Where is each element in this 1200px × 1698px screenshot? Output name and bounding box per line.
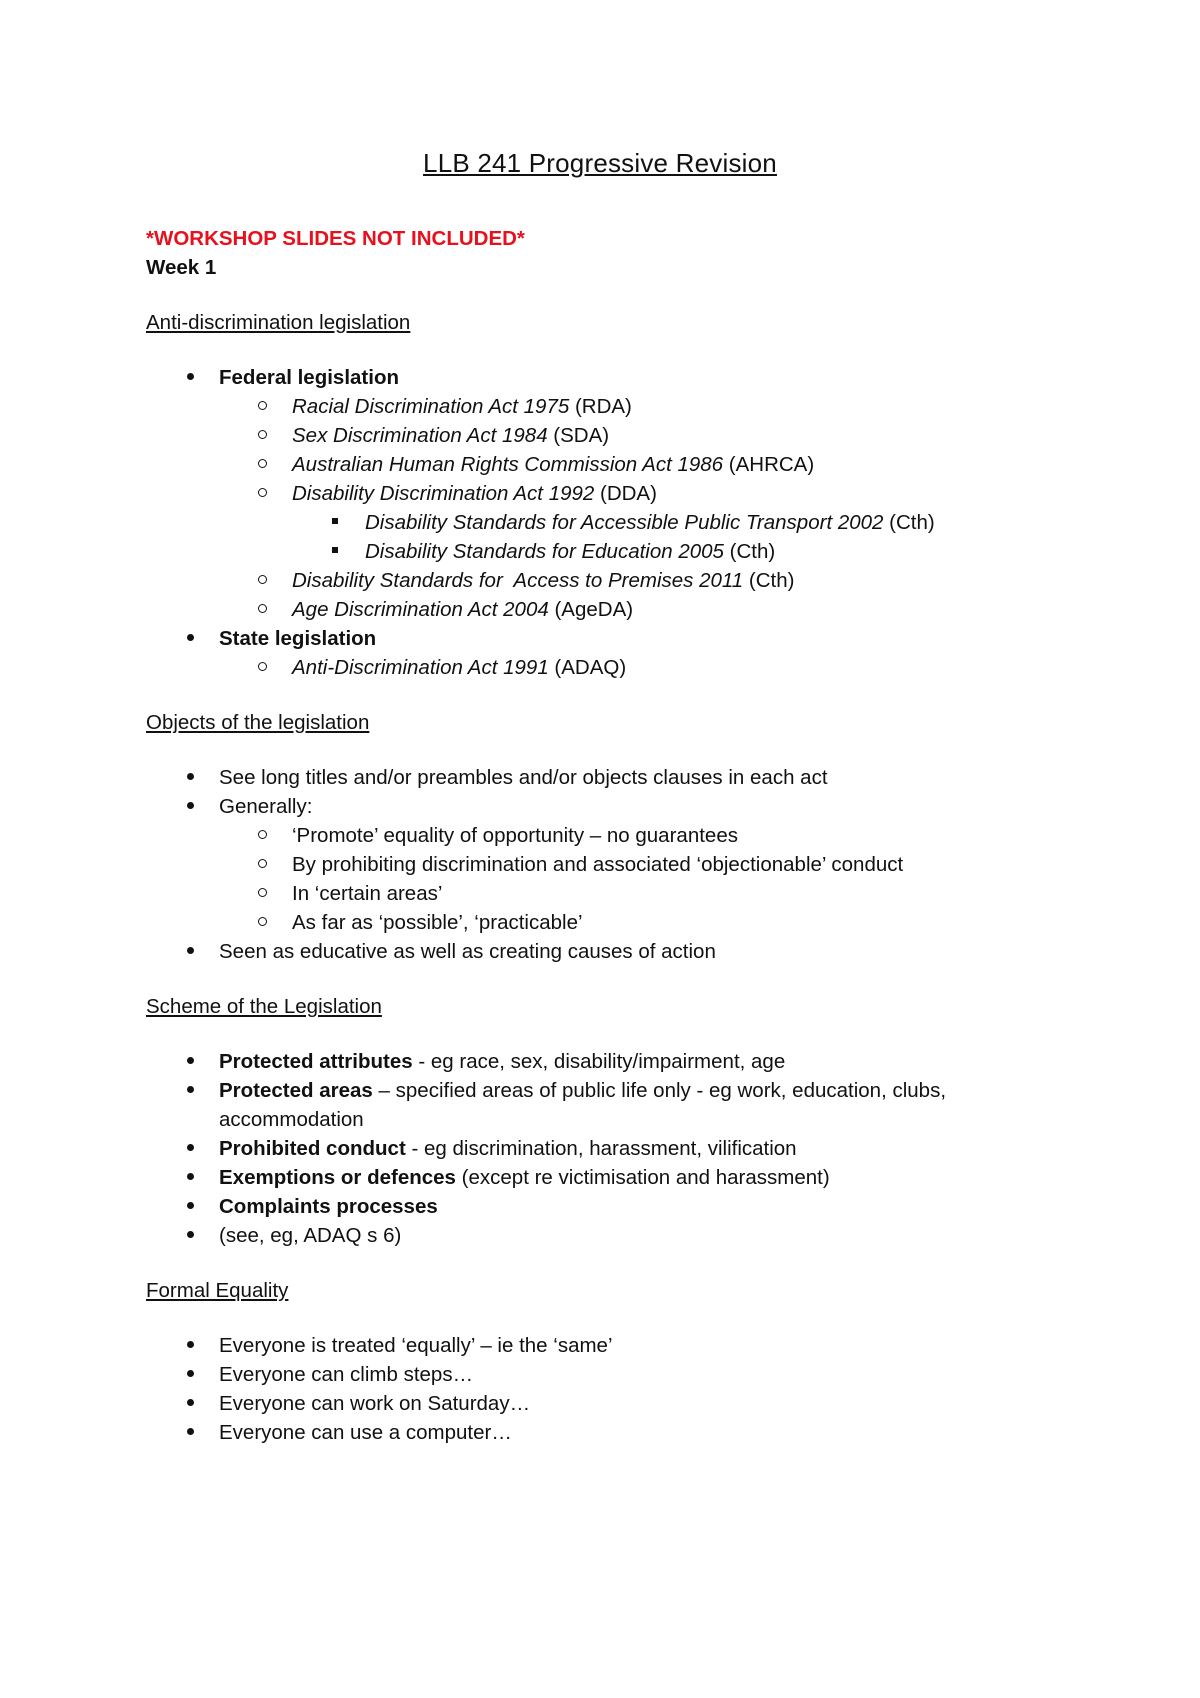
state-legislation-label: State legislation	[219, 627, 377, 650]
document-body	[146, 224, 1066, 1447]
list-item-text: ‘Promote’ equality of opportunity – no guarantees	[292, 824, 738, 847]
section-heading-scheme: Scheme of the Legislation	[146, 995, 382, 1018]
list-item	[146, 1134, 1066, 1163]
list-item	[146, 1076, 1066, 1134]
list-item	[146, 363, 1066, 392]
list-item-text: Everyone is treated ‘equally’ – ie the ‘same’	[219, 1334, 613, 1357]
scheme-description: (see, eg, ADAQ s 6)	[219, 1224, 402, 1247]
act-abbrev: (AHRCA)	[723, 453, 815, 476]
bullet-icon	[182, 1389, 198, 1418]
act-title: Disability Standards for Access to Premises 2011	[292, 569, 744, 592]
section-heading-formal-equality: Formal Equality	[146, 1279, 289, 1302]
circle-bullet-icon	[254, 850, 270, 879]
bullet-icon	[182, 792, 198, 821]
bullet-icon	[182, 1076, 198, 1105]
act-title: Age Discrimination Act 2004	[292, 598, 549, 621]
scheme-term: Prohibited conduct	[219, 1137, 406, 1160]
bullet-icon	[182, 1418, 198, 1447]
federal-legislation-label: Federal legislation	[219, 366, 399, 389]
act-abbrev: (AgeDA)	[548, 598, 634, 621]
bullet-icon	[182, 937, 198, 966]
bullet-icon	[182, 1192, 198, 1221]
list-item	[146, 421, 1066, 450]
scheme-term: Protected attributes	[219, 1050, 413, 1073]
act-abbrev: (SDA)	[547, 424, 610, 447]
list-item-text: In ‘certain areas’	[292, 882, 443, 905]
act-title: Anti-Discrimination Act 1991	[292, 656, 549, 679]
bullet-icon	[182, 1134, 198, 1163]
bullet-icon	[182, 363, 198, 392]
act-title: Australian Human Rights Commission Act 1986	[292, 453, 724, 476]
circle-bullet-icon	[254, 595, 270, 624]
list-item	[146, 850, 1066, 879]
list-item	[146, 653, 1066, 682]
bullet-icon	[182, 1163, 198, 1192]
act-title: Disability Discrimination Act 1992	[292, 482, 595, 505]
standard-jurisdiction: (Cth)	[723, 540, 776, 563]
list-item-text: Everyone can use a computer…	[219, 1421, 512, 1444]
list-item	[146, 508, 1066, 537]
list-item-text: By prohibiting discrimination and associated ‘objectionable’ conduct	[292, 853, 904, 876]
circle-bullet-icon	[254, 392, 270, 421]
scheme-description: - eg discrimination, harassment, vilification	[405, 1137, 797, 1160]
list-item	[146, 1163, 1066, 1192]
list-item	[146, 537, 1066, 566]
bullet-icon	[182, 624, 198, 653]
act-title: Racial Discrimination Act 1975	[292, 395, 570, 418]
list-item-text: As far as ‘possible’, ‘practicable’	[292, 911, 583, 934]
scheme-term: Complaints processes	[219, 1195, 438, 1218]
list-item	[146, 1221, 1066, 1250]
list-item-text: Everyone can climb steps…	[219, 1363, 474, 1386]
square-bullet-icon	[327, 508, 343, 537]
circle-bullet-icon	[254, 421, 270, 450]
act-abbrev: (RDA)	[569, 395, 632, 418]
circle-bullet-icon	[254, 908, 270, 937]
list-item	[146, 792, 1066, 821]
document-title: LLB 241 Progressive Revision	[423, 148, 777, 178]
list-item	[146, 1192, 1066, 1221]
list-item	[146, 450, 1066, 479]
scheme-description: (except re victimisation and harassment)	[455, 1166, 830, 1189]
circle-bullet-icon	[254, 566, 270, 595]
list-item-text: Generally:	[219, 795, 313, 818]
list-item	[146, 479, 1066, 508]
scheme-description: – specified areas of public life only - eg work, education, clubs, accommodation	[219, 1079, 947, 1131]
list-item	[146, 1360, 1066, 1389]
act-abbrev: (Cth)	[743, 569, 795, 592]
act-title: Sex Discrimination Act 1984	[292, 424, 548, 447]
circle-bullet-icon	[254, 879, 270, 908]
list-item	[146, 1389, 1066, 1418]
list-item	[146, 937, 1066, 966]
circle-bullet-icon	[254, 653, 270, 682]
list-item	[146, 1418, 1066, 1447]
bullet-icon	[182, 1047, 198, 1076]
standard-title: Disability Standards for Accessible Public Transport 2002	[365, 511, 884, 534]
notice-text: *WORKSHOP SLIDES NOT INCLUDED*	[146, 227, 525, 250]
list-item-text: Everyone can work on Saturday…	[219, 1392, 531, 1415]
square-bullet-icon	[327, 537, 343, 566]
list-item	[146, 566, 1066, 595]
act-abbrev: (ADAQ)	[548, 656, 627, 679]
standard-title: Disability Standards for Education 2005	[365, 540, 724, 563]
list-item-text: Seen as educative as well as creating causes of action	[219, 940, 716, 963]
list-item	[146, 624, 1066, 653]
bullet-icon	[182, 763, 198, 792]
standard-jurisdiction: (Cth)	[883, 511, 935, 534]
circle-bullet-icon	[254, 450, 270, 479]
list-item	[146, 1047, 1066, 1076]
bullet-icon	[182, 1221, 198, 1250]
bullet-icon	[182, 1331, 198, 1360]
bullet-icon	[182, 1360, 198, 1389]
list-item	[146, 595, 1066, 624]
list-item	[146, 821, 1066, 850]
list-item	[146, 392, 1066, 421]
act-abbrev: (DDA)	[594, 482, 657, 505]
week-label: Week 1	[146, 256, 217, 279]
section-heading-objects: Objects of the legislation	[146, 711, 370, 734]
circle-bullet-icon	[254, 479, 270, 508]
list-item-text: See long titles and/or preambles and/or objects clauses in each act	[219, 766, 828, 789]
scheme-description: - eg race, sex, disability/impairment, age	[412, 1050, 786, 1073]
list-item	[146, 879, 1066, 908]
section-heading-anti-discrimination: Anti-discrimination legislation	[146, 311, 411, 334]
scheme-term: Exemptions or defences	[219, 1166, 456, 1189]
circle-bullet-icon	[254, 821, 270, 850]
list-item	[146, 763, 1066, 792]
list-item	[146, 1331, 1066, 1360]
scheme-term: Protected areas	[219, 1079, 373, 1102]
list-item	[146, 908, 1066, 937]
